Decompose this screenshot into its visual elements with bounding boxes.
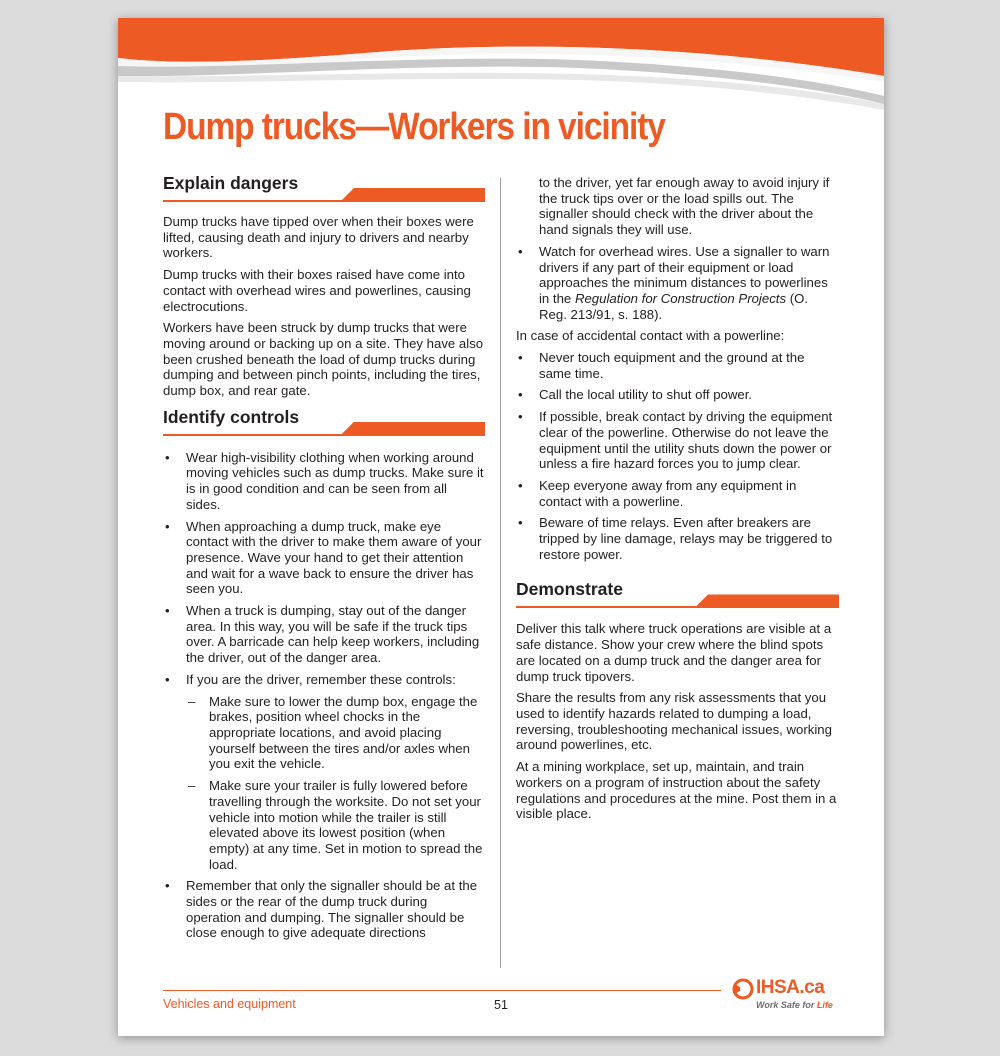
- footer-section-name: Vehicles and equipment: [163, 997, 296, 1011]
- text: Watch for overhead wires. Use a signaller to warn drivers if any part of their equipment or load approaches the minimum distances to powerlines in the: [539, 243, 830, 306]
- tagline-prefix: Work Safe for: [756, 1000, 817, 1010]
- paragraph: Dump trucks have tipped over when their boxes were lifted, causing death and injury to drivers and nearby workers.: [163, 214, 474, 261]
- controls-list: [163, 450, 485, 941]
- list-item: • Keep everyone away from any equipment in contact with a powerline.: [516, 478, 839, 509]
- list-item: • Remember that only the signaller should be at the sides or the rear of the dump truck during operation and dumping. The signaller should be close enough to give adequate directions: [163, 878, 485, 941]
- heading-rule: [163, 434, 485, 436]
- list-item: • When a truck is dumping, stay out of the danger area. In this way, you will be safe if the truck tips over. A barricade can help keep workers, including the driver, out of the danger area.: [163, 603, 485, 666]
- section-heading-identify-controls: [163, 406, 485, 436]
- section-heading-explain-dangers: [163, 173, 485, 202]
- sub-list-item: – Make sure your trailer is fully lowered before travelling through the worksite. Do not set your vehicle into motion while the trailer is still elevated above its lowest position (when empty) at any time. Set in motion to spread the load.: [186, 778, 485, 872]
- regulation-title: Regulation for Construction Projects: [574, 290, 787, 306]
- heading-rule: [516, 606, 839, 608]
- continued-list-text: to the driver, yet far enough away to avoid injury if the truck tips over or the load spills out. The signaller should check with the driver about the hand signals they will use.: [539, 175, 830, 238]
- driver-controls-sublist: [186, 694, 485, 873]
- tagline-emphasis: Life: [816, 1000, 833, 1010]
- logo-wordmark: [756, 977, 824, 999]
- sub-list-item: – Make sure to lower the dump box, engage the brakes, position wheel chocks in the appropriate locations, and avoid placing yourself between the tires and/or axles when you exit the vehicle.: [186, 694, 485, 773]
- heading-text: Demonstrate: [516, 582, 627, 598]
- right-column: [516, 175, 839, 828]
- heading-text: Explain dangers: [163, 176, 302, 192]
- wires-list: [516, 244, 839, 323]
- powerline-intro: In case of accidental contact with a powerline:: [516, 328, 785, 344]
- text: (O. Reg. 213/91, s. 188).: [539, 290, 809, 322]
- paragraph: Share the results from any risk assessments that you used to identify hazards related to dumping a load, reversing, troubleshooting mechanical issues, working around powerlines, etc.: [516, 690, 832, 753]
- left-column: [163, 173, 485, 947]
- list-item-driver-controls: [163, 672, 485, 872]
- list-item: • Wear high-visibility clothing when working around moving vehicles such as dump trucks. Make sure it is in good condition and can be seen from all sides.: [163, 450, 485, 513]
- list-item: • Beware of time relays. Even after breakers are tripped by line damage, relays may be triggered to restore power.: [516, 515, 839, 562]
- paragraph: Deliver this talk where truck operations are visible at a safe distance. Show your crew where the blind spots are located on a dump truck and the danger area for dump truck tipovers.: [516, 621, 832, 684]
- logo-tagline: [756, 1000, 833, 1010]
- list-item: • Call the local utility to shut off power.: [516, 387, 839, 403]
- logo-name: IHSA: [756, 977, 800, 998]
- page-title: Dump trucks—Workers in vicinity: [163, 106, 665, 148]
- ihsa-logo: [732, 976, 842, 1016]
- paragraph: At a mining workplace, set up, maintain, and train workers on a program of instruction about the safety regulations and procedures at the mine. Post them in a visible place.: [516, 759, 837, 822]
- column-divider: [500, 178, 501, 968]
- list-item-overhead-wires: [516, 244, 839, 323]
- list-item: • When approaching a dump truck, make eye contact with the driver to make them aware of your presence. Wave your hand to get their attention and wait for a wave back to ensure the driver has seen you.: [163, 519, 485, 598]
- page-number: 51: [494, 998, 508, 1012]
- list-item-text: If you are the driver, remember these controls:: [186, 671, 456, 687]
- heading-rule: [163, 200, 485, 202]
- document-page: [118, 18, 884, 1036]
- heading-text: Identify controls: [163, 410, 303, 426]
- ihsa-logo-icon: [732, 978, 754, 1000]
- section-heading-demonstrate: [516, 579, 839, 608]
- powerline-list: [516, 350, 839, 562]
- logo-suffix: .ca: [799, 977, 825, 998]
- paragraph: Dump trucks with their boxes raised have come into contact with overhead wires and powerlines, causing electrocutions.: [163, 267, 471, 314]
- footer-rule: [163, 990, 721, 991]
- list-item: • If possible, break contact by driving the equipment clear of the powerline. Otherwise do not leave the equipment until the utility shuts down the power or unless a fire hazard forces you to jump clear.: [516, 409, 839, 472]
- paragraph: Workers have been struck by dump trucks that were moving around or backing up on a site. They have also been crushed beneath the load of dump trucks during dumping and between pinch points, including the tires, dump box, and rear gate.: [163, 320, 484, 399]
- list-item: • Never touch equipment and the ground at the same time.: [516, 350, 839, 381]
